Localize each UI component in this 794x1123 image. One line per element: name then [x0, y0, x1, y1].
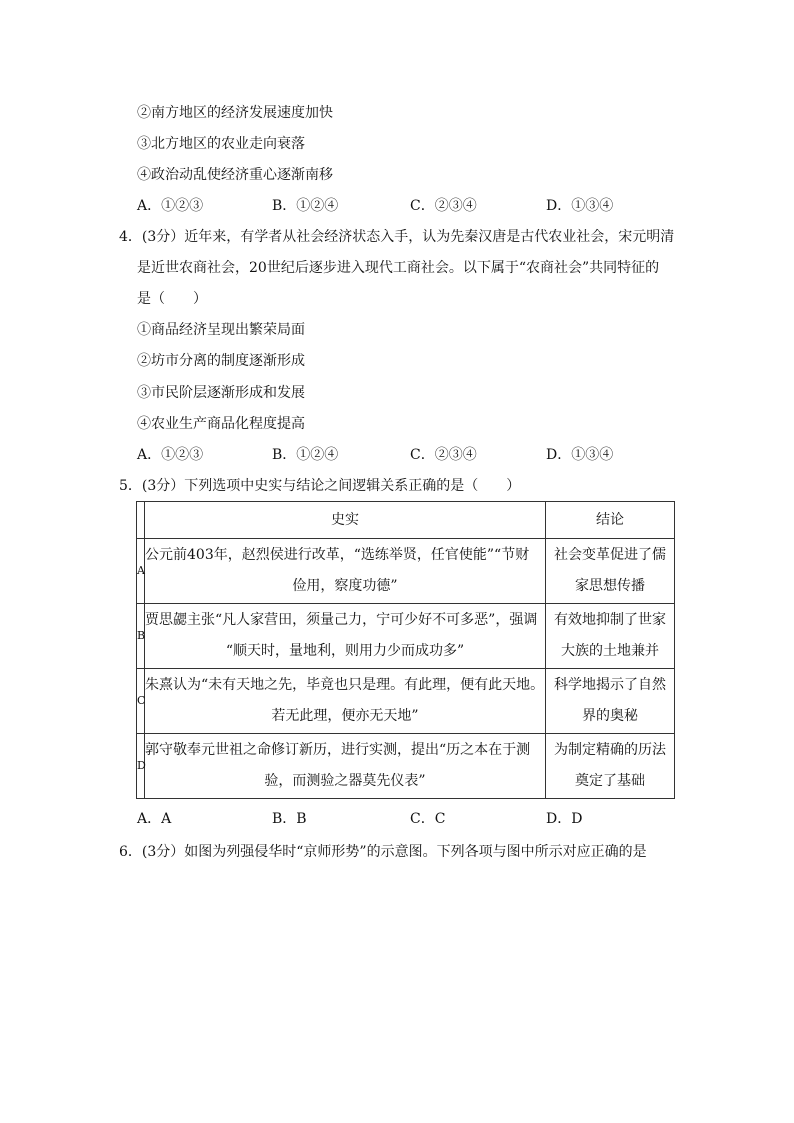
- conclusion-line-2: 大族的土地兼并: [561, 643, 659, 659]
- q5-option-d: D．D: [546, 811, 583, 827]
- q5-option-a: A．A: [137, 811, 172, 827]
- fact-header-cell: 史实: [145, 502, 546, 539]
- q3-option-c: C．②③④: [410, 198, 477, 214]
- q4-option-c: C．②③④: [410, 447, 477, 463]
- conclusion-line-1: 为制定精确的历法: [554, 742, 666, 758]
- q3-option-b: B．①②④: [272, 198, 339, 214]
- fact-line-1: 朱熹认为“未有天地之先，毕竟也只是理。有此理，便有此天地。: [145, 677, 545, 693]
- conclusion-cell: [546, 734, 675, 799]
- fact-cell: [145, 539, 546, 604]
- table-row: [137, 604, 675, 669]
- conclusion-line-1: 科学地揭示了自然: [554, 677, 666, 693]
- q3-item-2: ②南方地区的经济发展速度加快: [137, 105, 333, 121]
- q4-item-2: ②坊市分离的制度逐渐形成: [137, 353, 305, 369]
- q6-stem: 6．(3分）如图为列强侵华时“京师形势”的示意图。下列各项与图中所示对应正确的是: [119, 844, 647, 860]
- q4-option-d: D．①③④: [546, 447, 614, 463]
- label-header-cell: [137, 502, 145, 539]
- q4-option-b: B．①②④: [272, 447, 339, 463]
- table-row: [137, 734, 675, 799]
- q4-item-4: ④农业生产商品化程度提高: [137, 416, 305, 432]
- q3-item-3: ③北方地区的农业走向衰落: [137, 136, 305, 152]
- conclusion-line-1: 有效地抑制了世家: [554, 612, 666, 628]
- fact-line-1: 公元前403年，赵烈侯进行改革，“选练举贤，任官使能”“节财: [145, 547, 530, 563]
- row-label: B: [137, 604, 145, 669]
- q5-stem: 5．(3分）下列选项中史实与结论之间逻辑关系正确的是（ ）: [119, 478, 521, 494]
- table-row: [137, 539, 675, 604]
- conclusion-line-1: 社会变革促进了儒: [554, 547, 666, 563]
- fact-line-1: 贾思勰主张“凡人家营田，须量己力，宁可少好不可多恶”，强调: [145, 612, 538, 628]
- fact-cell: [145, 669, 546, 734]
- fact-line-2: 俭用，察度功德”: [292, 578, 398, 594]
- conclusion-cell: [546, 669, 675, 734]
- conclusion-cell: [546, 604, 675, 669]
- fact-cell: [145, 604, 546, 669]
- q4-option-a: A．①②③: [137, 447, 204, 463]
- conclusion-cell: [546, 539, 675, 604]
- fact-cell: [145, 734, 546, 799]
- q5-option-b: B．B: [272, 811, 307, 827]
- q3-option-a: A．①②③: [137, 198, 204, 214]
- row-label: A: [137, 539, 145, 604]
- fact-line-2: “顺天时，量地利，则用力少而成功多”: [225, 643, 465, 659]
- row-label: D: [137, 734, 145, 799]
- table-row: [137, 669, 675, 734]
- table-header-row: [137, 502, 675, 539]
- q4-item-3: ③市民阶层逐渐形成和发展: [137, 385, 305, 401]
- conclusion-line-2: 奠定了基础: [575, 773, 645, 789]
- fact-line-2: 若无此理，便亦无天地”: [271, 708, 419, 724]
- conclusion-line-2: 界的奥秘: [582, 708, 638, 724]
- conclusion-line-2: 家思想传播: [575, 578, 645, 594]
- q4-item-1: ①商品经济呈现出繁荣局面: [137, 322, 305, 338]
- q5-option-c: C．C: [410, 811, 446, 827]
- fact-line-1: 郭守敬奉元世祖之命修订新历，进行实测，提出“历之本在于测: [145, 742, 531, 758]
- q4-stem-line-2: 是近世农商社会，20世纪后逐步进入现代工商社会。以下属于“农商社会”共同特征的: [137, 260, 660, 276]
- row-label: C: [137, 669, 145, 734]
- q3-option-d: D．①③④: [546, 198, 614, 214]
- q4-stem-line-1: 4．(3分）近年来，有学者从社会经济状态入手，认为先秦汉唐是古代农业社会，宋元明清: [119, 229, 675, 245]
- q3-item-4: ④政治动乱使经济重心逐渐南移: [137, 167, 333, 183]
- fact-line-2: 验，而测验之器莫先仪表”: [264, 773, 426, 789]
- q4-stem-line-3: 是（ ）: [137, 291, 207, 307]
- q5-table: [136, 501, 675, 799]
- conclusion-header-cell: 结论: [546, 502, 675, 539]
